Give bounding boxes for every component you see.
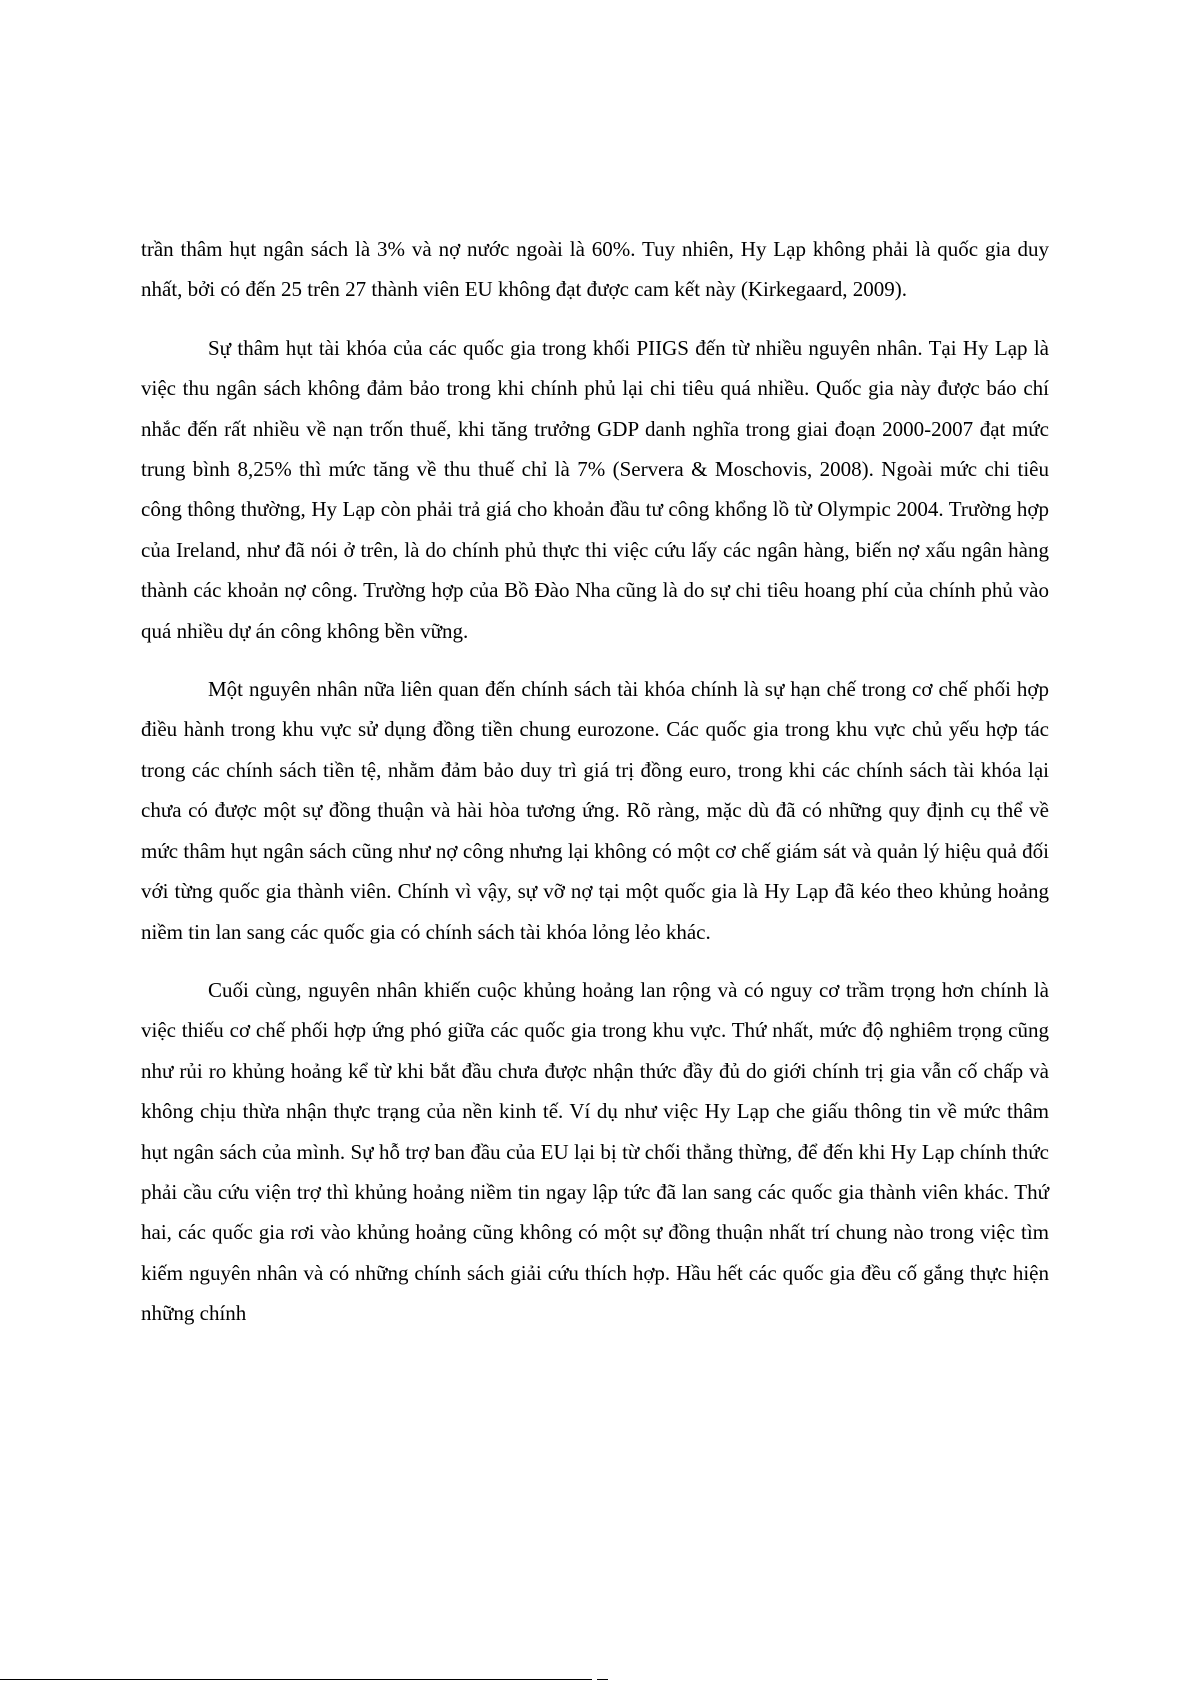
paragraph-2: Sự thâm hụt tài khóa của các quốc gia trong khối PIIGS đến từ nhiều nguyên nhân. Tại Hy Lạp là việc thu ngân sách không đảm bảo trong khi chính phủ lại chi tiêu quá nhiều. Quốc gia này được báo chí nhắc đến rất nhiều về nạn trốn thuế, khi tăng trưởng GDP danh nghĩa trong giai đoạn 2000-2007 đạt mức trung bình 8,25% thì mức tăng về thu thuế chỉ là 7% (Servera & Moschovis, 2008). Ngoài mức chi tiêu công thông thường, Hy Lạp còn phải trả giá cho khoản đầu tư công khổng lồ từ Olympic 2004. Trường hợp của Ireland, như đã nói ở trên, là do chính phủ thực thi việc cứu lấy các ngân hàng, biến nợ xấu ngân hàng thành các khoản nợ công. Trường hợp của Bồ Đào Nha cũng là do sự chi tiêu hoang phí của chính phủ vào quá nhiều dự án công không bền vững. [141,335,1049,643]
document-body [141,229,1049,1352]
footnote-separator-tail [597,1679,608,1680]
paragraph-1: trần thâm hụt ngân sách là 3% và nợ nước ngoài là 60%. Tuy nhiên, Hy Lạp không phải là quốc gia duy nhất, bởi có đến 25 trên 27 thành viên EU không đạt được cam kết này (Kirkegaard, 2009). [141,237,1049,302]
paragraph-4: Cuối cùng, nguyên nhân khiến cuộc khủng hoảng lan rộng và có nguy cơ trầm trọng hơn chính là việc thiếu cơ chế phối hợp ứng phó giữa các quốc gia trong khu vực. Thứ nhất, mức độ nghiêm trọng cũng như rủi ro khủng hoảng kể từ khi bắt đầu chưa được nhận thức đầy đủ do giới chính trị gia vẫn cố chấp và không chịu thừa nhận thực trạng của nền kinh tế. Ví dụ như việc Hy Lạp che giấu thông tin về mức thâm hụt ngân sách của mình. Sự hỗ trợ ban đầu của EU lại bị từ chối thẳng thừng, để đến khi Hy Lạp chính thức phải cầu cứu viện trợ thì khủng hoảng niềm tin ngay lập tức đã lan sang các quốc gia thành viên khác. Thứ hai, các quốc gia rơi vào khủng hoảng cũng không có một sự đồng thuận nhất trí chung nào trong việc tìm kiếm nguyên nhân và có những chính sách giải cứu thích hợp. Hầu hết các quốc gia đều cố gắng thực hiện những chính [141,977,1049,1326]
paragraph-3: Một nguyên nhân nữa liên quan đến chính sách tài khóa chính là sự hạn chế trong cơ chế phối hợp điều hành trong khu vực sử dụng đồng tiền chung eurozone. Các quốc gia trong khu vực chủ yếu hợp tác trong các chính sách tiền tệ, nhằm đảm bảo duy trì giá trị đồng euro, trong khi các chính sách tài khóa lại chưa có được một sự đồng thuận và hài hòa tương ứng. Rõ ràng, mặc dù đã có những quy định cụ thể về mức thâm hụt ngân sách cũng như nợ công nhưng lại không có một cơ chế giám sát và quản lý hiệu quả đối với từng quốc gia thành viên. Chính vì vậy, sự vỡ nợ tại một quốc gia là Hy Lạp đã kéo theo khủng hoảng niềm tin lan sang các quốc gia có chính sách tài khóa lỏng lẻo khác. [141,677,1049,944]
footnote-separator [0,1679,592,1680]
